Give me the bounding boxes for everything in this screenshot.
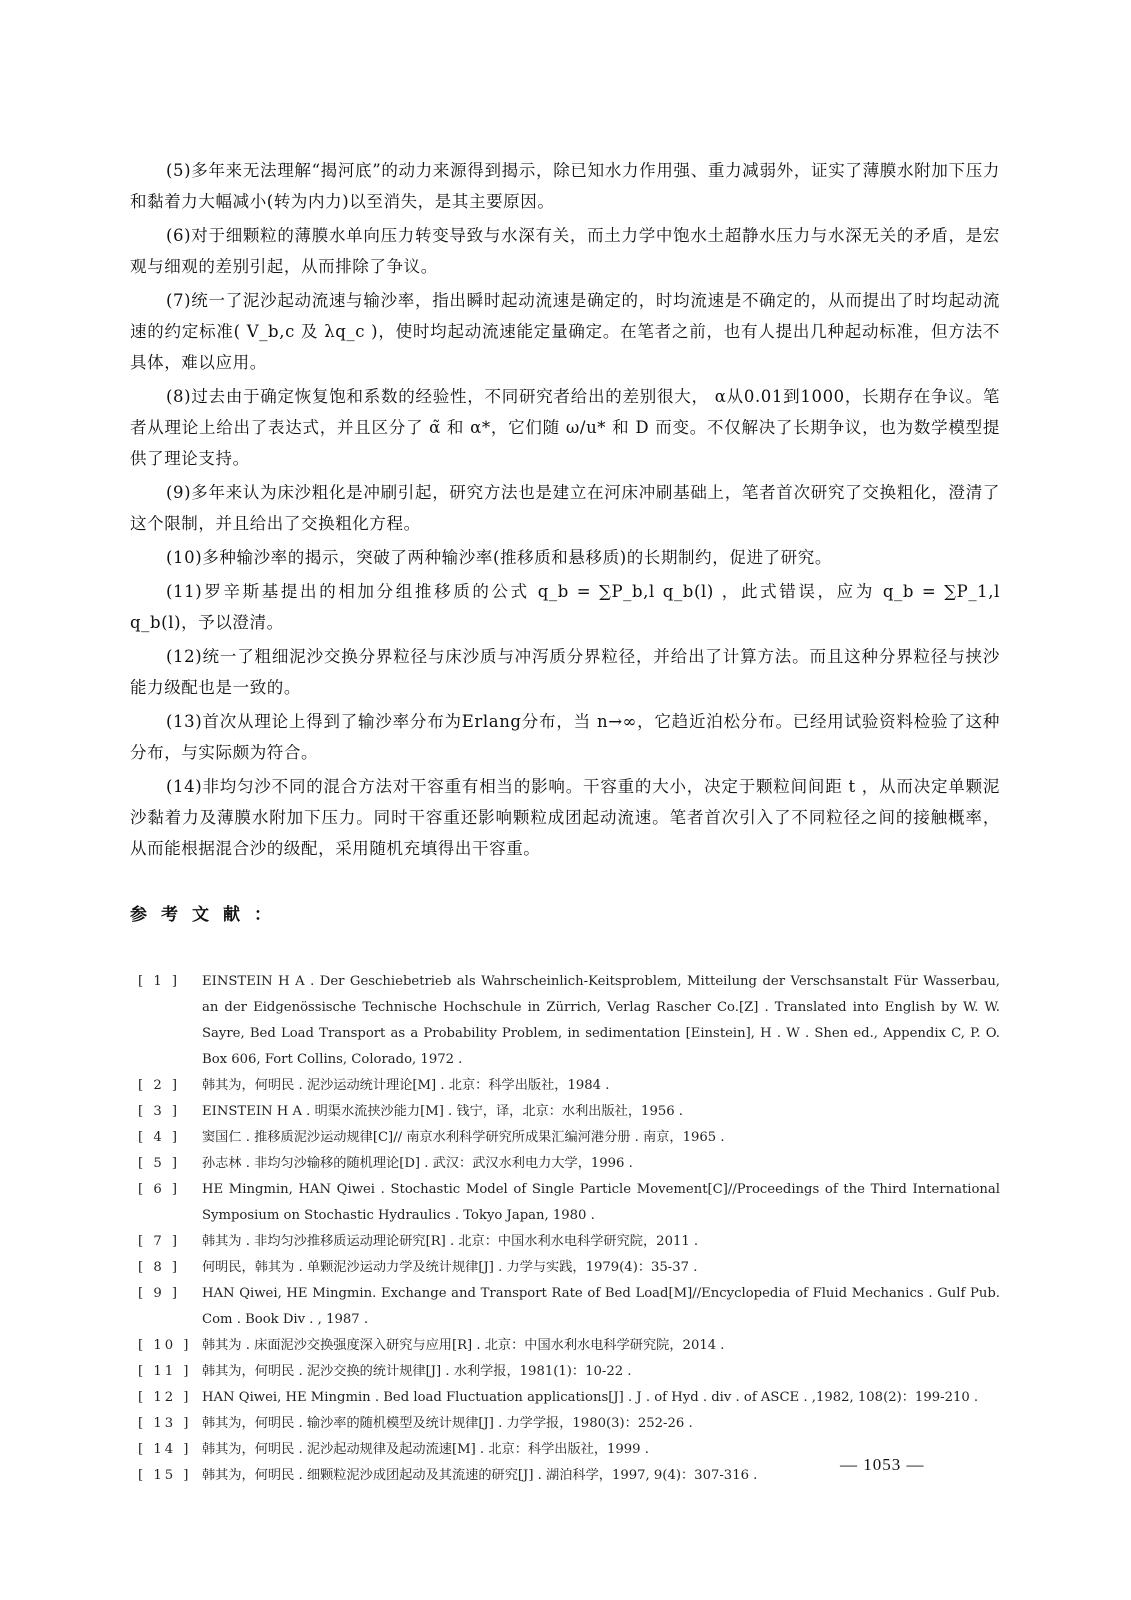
body-text <box>130 155 1000 864</box>
reference-number: [ 13 ] <box>138 1416 192 1431</box>
reference-item <box>130 1229 1000 1255</box>
reference-number: [ 6 ] <box>138 1182 181 1197</box>
reference-text: 韩其为，何明民 . 泥沙起动规律及起动流速[M] . 北京：科学出版社，1999 . <box>202 1442 649 1457</box>
reference-number: [ 2 ] <box>138 1078 181 1093</box>
paragraph-13: (13)首次从理论上得到了输沙率分布为Erlang分布，当 n→∞，它趋近泊松分布。已经用试验资料检验了这种分布，与实际颇为符合。 <box>130 712 1000 762</box>
reference-item <box>130 1073 1000 1099</box>
page-number: — 1053 — <box>840 1455 925 1474</box>
paragraph-12: (12)统一了粗细泥沙交换分界粒径与床沙质与冲泻质分界粒径，并给出了计算方法。而且这种分界粒径与挟沙能力级配也是一致的。 <box>130 647 1000 697</box>
reference-number: [ 11 ] <box>138 1364 192 1379</box>
page-content <box>130 155 1000 1489</box>
reference-text: EINSTEIN H A . Der Geschiebetrieb als Wahrscheinlich-Keitsproblem, Mitteilung der Verschsanstalt Für Wasserbau, an der Eidgenössische Technische Hochschule in Zürrich, Verlag Rascher Co.[Z] . Translated into English by W. W. Sayre, Bed Load Transport as a Probability Problem, in sedimentation [Einstein], H . W . Shen ed., Appendix C, P. O. Box 606, Fort Collins, Colorado, 1972 . <box>202 974 1000 1067</box>
paragraph-9: (9)多年来认为床沙粗化是冲刷引起，研究方法也是建立在河床冲刷基础上，笔者首次研究了交换粗化，澄清了这个限制，并且给出了交换粗化方程。 <box>130 483 1000 533</box>
reference-number: [ 12 ] <box>138 1390 192 1405</box>
paragraph-6: (6)对于细颗粒的薄膜水单向压力转变导致与水深有关，而土力学中饱水土超静水压力与水深无关的矛盾，是宏观与细观的差别引起，从而排除了争议。 <box>130 226 1000 276</box>
reference-item <box>130 1255 1000 1281</box>
reference-text: HAN Qiwei, HE Mingmin . Bed load Fluctuation applications[J] . J . of Hyd . div . of ASCE . ,1982, 108(2)：199-210 . <box>202 1390 979 1405</box>
reference-text: 韩其为，何明民 . 泥沙交换的统计规律[J] . 水利学报，1981(1)：10-22 . <box>202 1364 632 1379</box>
paragraph-11: (11)罗辛斯基提出的相加分组推移质的公式 q_b = ∑P_b,l q_b(l) ，此式错误，应为 q_b = ∑P_1,l q_b(l)，予以澄清。 <box>130 582 1000 632</box>
reference-item <box>130 1177 1000 1229</box>
reference-number: [ 3 ] <box>138 1104 181 1119</box>
paragraph-10: (10)多种输沙率的揭示，突破了两种输沙率(推移质和悬移质)的长期制约，促进了研究。 <box>166 548 832 567</box>
reference-item <box>130 1099 1000 1125</box>
paragraph-8: (8)过去由于确定恢复饱和系数的经验性，不同研究者给出的差别很大， α从0.01到1000，长期存在争议。笔者从理论上给出了表达式，并且区分了 α̃ 和 α*，它们随 ω/u* 和 D 而变。不仅解决了长期争议，也为数学模型提供了理论支持。 <box>130 387 1000 468</box>
reference-item <box>130 1281 1000 1333</box>
reference-item <box>130 1359 1000 1385</box>
reference-text: 韩其为 . 非均匀沙推移质运动理论研究[R] . 北京：中国水利水电科学研究院，2011 . <box>202 1234 699 1249</box>
reference-text: 何明民，韩其为 . 单颗泥沙运动力学及统计规律[J] . 力学与实践，1979(4)：35-37 . <box>202 1260 698 1275</box>
reference-number: [ 8 ] <box>138 1260 181 1275</box>
reference-number: [ 10 ] <box>138 1338 192 1353</box>
reference-item <box>130 969 1000 1073</box>
reference-number: [ 5 ] <box>138 1156 181 1171</box>
reference-item <box>130 1385 1000 1411</box>
reference-number: [ 14 ] <box>138 1442 192 1457</box>
reference-item <box>130 1151 1000 1177</box>
reference-number: [ 1 ] <box>138 974 181 989</box>
paragraph-5: (5)多年来无法理解“揭河底”的动力来源得到揭示，除已知水力作用强、重力减弱外，证实了薄膜水附加下压力和黏着力大幅减小(转为内力)以至消失，是其主要原因。 <box>130 161 1000 211</box>
reference-text: HE Mingmin, HAN Qiwei . Stochastic Model of Single Particle Movement[C]//Proceedings of the Third International Symposium on Stochastic Hydraulics . Tokyo Japan, 1980 . <box>202 1182 1000 1223</box>
paragraph-7: (7)统一了泥沙起动流速与输沙率，指出瞬时起动流速是确定的，时均流速是不确定的，从而提出了时均起动流速的约定标准( V_b,c 及 λq_c )，使时均起动流速能定量确定。在笔者之前，也有人提出几种起动标准，但方法不具体，难以应用。 <box>130 291 1000 372</box>
reference-text: 韩其为，何明民 . 泥沙运动统计理论[M] . 北京：科学出版社，1984 . <box>202 1078 610 1093</box>
reference-number: [ 9 ] <box>138 1286 181 1301</box>
reference-list <box>130 969 1000 1489</box>
reference-item <box>130 1125 1000 1151</box>
reference-number: [ 7 ] <box>138 1234 181 1249</box>
references-heading: 参考文献： <box>130 905 285 925</box>
reference-number: [ 15 ] <box>138 1468 192 1483</box>
reference-text: 窦国仁 . 推移质泥沙运动规律[C]// 南京水利科学研究所成果汇编河港分册 . 南京，1965 . <box>202 1130 725 1145</box>
reference-text: 孙志林 . 非均匀沙输移的随机理论[D] . 武汉：武汉水利电力大学，1996 . <box>202 1156 633 1171</box>
reference-item <box>130 1411 1000 1437</box>
reference-number: [ 4 ] <box>138 1130 181 1145</box>
reference-text: HAN Qiwei, HE Mingmin. Exchange and Transport Rate of Bed Load[M]//Encyclopedia of Fluid Mechanics . Gulf Pub. Com . Book Div . , 1987 . <box>202 1286 1000 1327</box>
reference-item <box>130 1333 1000 1359</box>
reference-text: 韩其为 . 床面泥沙交换强度深入研究与应用[R] . 北京：中国水利水电科学研究院，2014 . <box>202 1338 725 1353</box>
reference-text: 韩其为，何明民 . 输沙率的随机模型及统计规律[J] . 力学学报，1980(3)：252-26 . <box>202 1416 693 1431</box>
reference-text: EINSTEIN H A . 明渠水流挟沙能力[M] . 钱宁，译，北京：水利出版社，1956 . <box>202 1104 684 1119</box>
reference-text: 韩其为，何明民 . 细颗粒泥沙成团起动及其流速的研究[J] . 湖泊科学，1997, 9(4)：307-316 . <box>202 1468 758 1483</box>
paragraph-14: (14)非均匀沙不同的混合方法对干容重有相当的影响。干容重的大小，决定于颗粒间间距 t ，从而决定单颗泥沙黏着力及薄膜水附加下压力。同时干容重还影响颗粒成团起动流速。笔者首次引入了不同粒径之间的接触概率，从而能根据混合沙的级配，采用随机充填得出干容重。 <box>130 777 1000 858</box>
